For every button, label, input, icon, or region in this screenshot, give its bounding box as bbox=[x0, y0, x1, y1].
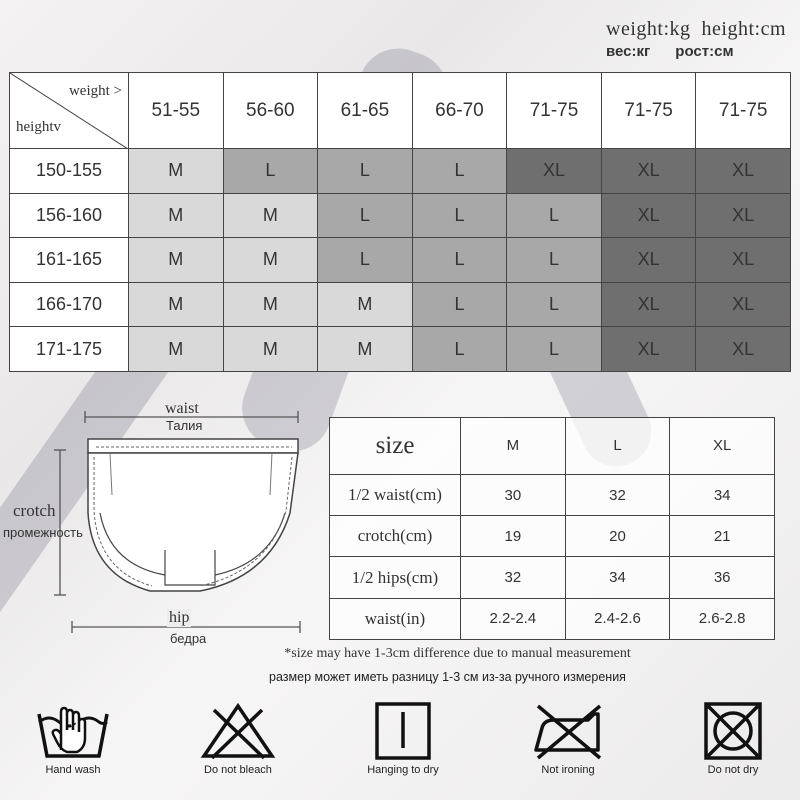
measurement-row bbox=[330, 557, 775, 598]
measurement-label: 1/2 hips(cm) bbox=[330, 557, 461, 598]
size-cell: XL bbox=[601, 282, 696, 327]
waist-label-ru: Талия bbox=[166, 418, 203, 433]
weight-range: 71-75 bbox=[507, 73, 602, 149]
size-cell: L bbox=[412, 238, 507, 283]
garment-diagram bbox=[0, 395, 320, 645]
size-cell: M bbox=[129, 282, 224, 327]
size-cell: L bbox=[507, 238, 602, 283]
size-row bbox=[10, 193, 791, 238]
size-cell: L bbox=[507, 282, 602, 327]
measurement-table bbox=[329, 417, 775, 640]
crotch-label-ru: промежность bbox=[3, 525, 83, 540]
height-range: 161-165 bbox=[10, 238, 129, 283]
size-cell: XL bbox=[601, 193, 696, 238]
measurement-row bbox=[330, 516, 775, 557]
measurement-value: 32 bbox=[565, 474, 670, 515]
care-do-not-bleach bbox=[183, 700, 293, 776]
corner-cell bbox=[10, 73, 129, 149]
size-cell: L bbox=[318, 149, 413, 194]
measurement-row bbox=[330, 474, 775, 515]
size-cell: XL bbox=[601, 327, 696, 372]
hip-label-ru: бедра bbox=[170, 631, 207, 646]
measurement-label: waist(in) bbox=[330, 598, 461, 639]
size-cell: L bbox=[507, 193, 602, 238]
size-cell: M bbox=[129, 149, 224, 194]
care-hanging-to-dry bbox=[348, 700, 458, 776]
size-cell: M bbox=[223, 193, 318, 238]
measurement-value: 19 bbox=[461, 516, 566, 557]
care-label: Do not dry bbox=[707, 764, 759, 776]
height-unit-ru: рост:см bbox=[675, 43, 734, 60]
size-cell: XL bbox=[696, 282, 791, 327]
size-cell: M bbox=[223, 327, 318, 372]
weight-range: 56-60 bbox=[223, 73, 318, 149]
hand-wash-icon bbox=[33, 700, 113, 760]
measurement-value: 2.6-2.8 bbox=[670, 598, 775, 639]
height-range: 166-170 bbox=[10, 282, 129, 327]
measurement-value: 34 bbox=[565, 557, 670, 598]
size-cell: M bbox=[318, 327, 413, 372]
weight-unit-en: weight:kg bbox=[606, 18, 691, 40]
height-range: 171-175 bbox=[10, 327, 129, 372]
size-cell: M bbox=[223, 282, 318, 327]
size-cell: L bbox=[507, 327, 602, 372]
measurement-header-row bbox=[330, 418, 775, 475]
measurement-value: 30 bbox=[461, 474, 566, 515]
measurement-value: 36 bbox=[670, 557, 775, 598]
care-label: Do not bleach bbox=[204, 764, 272, 776]
crotch-label-en: crotch bbox=[13, 501, 56, 520]
weight-range: 71-75 bbox=[696, 73, 791, 149]
size-chart-table bbox=[9, 72, 791, 372]
height-unit-en: height:cm bbox=[701, 18, 786, 40]
waist-label-en: waist bbox=[165, 400, 199, 417]
care-label: Hand wash bbox=[45, 764, 101, 776]
size-cell: XL bbox=[507, 149, 602, 194]
weight-range: 61-65 bbox=[318, 73, 413, 149]
measurement-label: 1/2 waist(cm) bbox=[330, 474, 461, 515]
size-column-header: XL bbox=[670, 418, 775, 475]
size-cell: M bbox=[223, 238, 318, 283]
size-cell: XL bbox=[696, 327, 791, 372]
size-row bbox=[10, 327, 791, 372]
measurement-note-en: *size may have 1-3cm difference due to manual measurement bbox=[284, 646, 631, 661]
size-cell: XL bbox=[601, 149, 696, 194]
measurement-label: crotch(cm) bbox=[330, 516, 461, 557]
measurement-note-ru: размер может иметь разницу 1-3 см из-за ручного измерения bbox=[269, 670, 626, 684]
height-range: 150-155 bbox=[10, 149, 129, 194]
size-cell: L bbox=[412, 193, 507, 238]
weight-header-row bbox=[10, 73, 791, 149]
height-axis-label: heightv bbox=[16, 119, 61, 135]
measurement-value: 32 bbox=[461, 557, 566, 598]
do-not-bleach-icon bbox=[198, 700, 278, 760]
weight-range: 51-55 bbox=[129, 73, 224, 149]
size-cell: L bbox=[318, 238, 413, 283]
size-row bbox=[10, 238, 791, 283]
size-row bbox=[10, 282, 791, 327]
not-ironing-icon bbox=[528, 700, 608, 760]
size-row bbox=[10, 149, 791, 194]
size-cell: XL bbox=[696, 238, 791, 283]
units-header bbox=[606, 18, 786, 60]
size-header-label: size bbox=[330, 418, 461, 475]
weight-unit-ru: вес:кг bbox=[606, 43, 651, 60]
size-cell: L bbox=[412, 282, 507, 327]
care-do-not-dry bbox=[678, 700, 788, 776]
weight-axis-label: weight > bbox=[68, 83, 122, 99]
size-cell: M bbox=[129, 238, 224, 283]
care-label: Hanging to dry bbox=[367, 764, 439, 776]
height-range: 156-160 bbox=[10, 193, 129, 238]
size-cell: XL bbox=[601, 238, 696, 283]
hip-label-en: hip bbox=[169, 609, 190, 626]
weight-range: 71-75 bbox=[601, 73, 696, 149]
care-hand-wash bbox=[18, 700, 128, 776]
do-not-dry-icon bbox=[693, 700, 773, 760]
care-label: Not ironing bbox=[541, 764, 595, 776]
size-cell: M bbox=[129, 327, 224, 372]
size-cell: M bbox=[318, 282, 413, 327]
size-cell: XL bbox=[696, 193, 791, 238]
size-cell: M bbox=[129, 193, 224, 238]
measurement-value: 20 bbox=[565, 516, 670, 557]
measurement-value: 34 bbox=[670, 474, 775, 515]
hanging-to-dry-icon bbox=[363, 700, 443, 760]
size-column-header: M bbox=[461, 418, 566, 475]
care-not-ironing bbox=[513, 700, 623, 776]
measurement-row bbox=[330, 598, 775, 639]
size-cell: XL bbox=[696, 149, 791, 194]
size-cell: L bbox=[318, 193, 413, 238]
measurement-value: 2.4-2.6 bbox=[565, 598, 670, 639]
measurement-value: 2.2-2.4 bbox=[461, 598, 566, 639]
measurement-value: 21 bbox=[670, 516, 775, 557]
size-cell: L bbox=[412, 327, 507, 372]
size-cell: L bbox=[412, 149, 507, 194]
size-cell: L bbox=[223, 149, 318, 194]
size-column-header: L bbox=[565, 418, 670, 475]
weight-range: 66-70 bbox=[412, 73, 507, 149]
